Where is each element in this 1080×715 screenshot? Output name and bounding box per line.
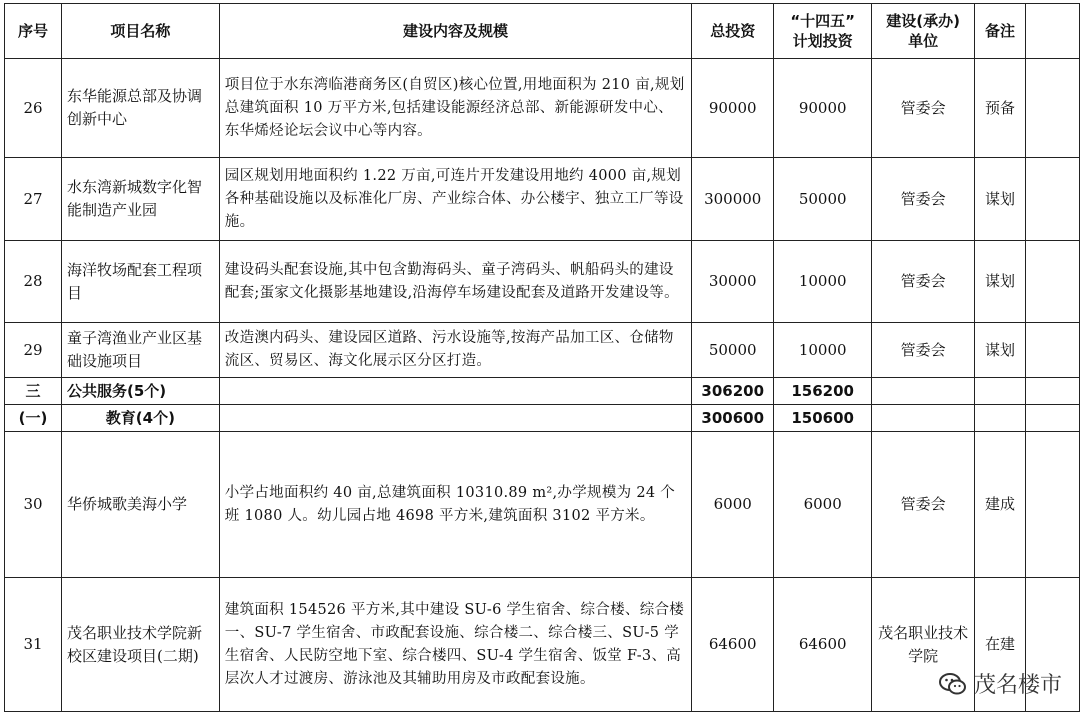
header-seq: 序号 bbox=[5, 4, 62, 59]
cell-extra bbox=[1026, 158, 1080, 241]
cell-extra bbox=[1026, 241, 1080, 323]
section-content bbox=[219, 378, 691, 405]
section-total: 306200 bbox=[692, 378, 774, 405]
cell-content: 项目位于水东湾临港商务区(自贸区)核心位置,用地面积为 210 亩,规划总建筑面积 10 万平方米,包括建设能源经济总部、新能源研发中心、东华烯烃论坛会议中心等内容。 bbox=[219, 59, 691, 158]
cell-plan: 6000 bbox=[774, 432, 872, 578]
cell-total: 6000 bbox=[692, 432, 774, 578]
cell-plan: 64600 bbox=[774, 578, 872, 712]
cell-name: 童子湾渔业产业区基础设施项目 bbox=[61, 323, 219, 378]
subsection-seq: (一) bbox=[5, 405, 62, 432]
cell-content: 小学占地面积约 40 亩,总建筑面积 10310.89 m²,办学规模为 24 个班 1080 人。幼儿园占地 4698 平方米,建筑面积 3102 平方米。 bbox=[219, 432, 691, 578]
cell-name: 茂名职业技术学院新校区建设项目(二期) bbox=[61, 578, 219, 712]
cell-seq: 31 bbox=[5, 578, 62, 712]
table-row bbox=[5, 578, 1080, 712]
cell-total: 30000 bbox=[692, 241, 774, 323]
subsection-extra bbox=[1026, 405, 1080, 432]
cell-content: 建筑面积 154526 平方米,其中建设 SU-6 学生宿舍、综合楼、综合楼一、SU-7 学生宿舍、市政配套设施、综合楼二、综合楼三、SU-5 学生宿舍、人民防空地下室、综合楼四、SU-4 学生宿舍、饭堂 F-3、高层次人才过渡房、游泳池及其辅助用房及市政配套设施。 bbox=[219, 578, 691, 712]
cell-content: 建设码头配套设施,其中包含勤海码头、童子湾码头、帆船码头的建设配套;蛋家文化摄影基地建设,沿海停车场建设配套及道路开发建设等。 bbox=[219, 241, 691, 323]
cell-total: 64600 bbox=[692, 578, 774, 712]
cell-plan: 10000 bbox=[774, 241, 872, 323]
cell-extra bbox=[1026, 432, 1080, 578]
cell-total: 300000 bbox=[692, 158, 774, 241]
cell-total: 90000 bbox=[692, 59, 774, 158]
header-content: 建设内容及规模 bbox=[219, 4, 691, 59]
cell-seq: 29 bbox=[5, 323, 62, 378]
cell-unit: 管委会 bbox=[872, 432, 975, 578]
subsection-remark bbox=[975, 405, 1026, 432]
header-row bbox=[5, 4, 1080, 59]
cell-name: 华侨城歌美海小学 bbox=[61, 432, 219, 578]
cell-remark: 在建 bbox=[975, 578, 1026, 712]
project-table bbox=[4, 3, 1080, 712]
cell-extra bbox=[1026, 323, 1080, 378]
watermark-text: 茂名楼市 bbox=[973, 673, 1062, 698]
table-row bbox=[5, 323, 1080, 378]
subsection-plan: 150600 bbox=[774, 405, 872, 432]
subsection-name: 教育(4个) bbox=[61, 405, 219, 432]
cell-name: 海洋牧场配套工程项目 bbox=[61, 241, 219, 323]
cell-name: 水东湾新城数字化智能制造产业园 bbox=[61, 158, 219, 241]
header-total: 总投资 bbox=[692, 4, 774, 59]
cell-unit: 管委会 bbox=[872, 158, 975, 241]
cell-remark: 预备 bbox=[975, 59, 1026, 158]
subsection-total: 300600 bbox=[692, 405, 774, 432]
section-remark bbox=[975, 378, 1026, 405]
cell-remark: 谋划 bbox=[975, 323, 1026, 378]
header-remark: 备注 bbox=[975, 4, 1026, 59]
wechat-icon bbox=[938, 669, 968, 699]
subsection-unit bbox=[872, 405, 975, 432]
cell-plan: 10000 bbox=[774, 323, 872, 378]
header-plan: “十四五” 计划投资 bbox=[774, 4, 872, 59]
subsection-row bbox=[5, 405, 1080, 432]
cell-remark: 谋划 bbox=[975, 241, 1026, 323]
table-row bbox=[5, 158, 1080, 241]
section-name: 公共服务(5个) bbox=[61, 378, 219, 405]
header-unit: 建设(承办) 单位 bbox=[872, 4, 975, 59]
section-unit bbox=[872, 378, 975, 405]
cell-unit: 管委会 bbox=[872, 323, 975, 378]
table-row bbox=[5, 432, 1080, 578]
cell-unit: 管委会 bbox=[872, 59, 975, 158]
cell-remark: 谋划 bbox=[975, 158, 1026, 241]
cell-seq: 30 bbox=[5, 432, 62, 578]
header-extra bbox=[1026, 4, 1080, 59]
cell-total: 50000 bbox=[692, 323, 774, 378]
cell-seq: 28 bbox=[5, 241, 62, 323]
cell-remark: 建成 bbox=[975, 432, 1026, 578]
cell-unit: 管委会 bbox=[872, 241, 975, 323]
section-row bbox=[5, 378, 1080, 405]
subsection-content bbox=[219, 405, 691, 432]
cell-name: 东华能源总部及协调创新中心 bbox=[61, 59, 219, 158]
cell-unit: 茂名职业技术学院 bbox=[872, 578, 975, 712]
table-row bbox=[5, 241, 1080, 323]
cell-extra bbox=[1026, 59, 1080, 158]
cell-seq: 26 bbox=[5, 59, 62, 158]
section-extra bbox=[1026, 378, 1080, 405]
cell-content: 改造澳内码头、建设园区道路、污水设施等,按海产品加工区、仓储物流区、贸易区、海文化展示区分区打造。 bbox=[219, 323, 691, 378]
section-plan: 156200 bbox=[774, 378, 872, 405]
cell-plan: 90000 bbox=[774, 59, 872, 158]
cell-seq: 27 bbox=[5, 158, 62, 241]
header-name: 项目名称 bbox=[61, 4, 219, 59]
section-seq: 三 bbox=[5, 378, 62, 405]
table-row bbox=[5, 59, 1080, 158]
watermark bbox=[938, 668, 1062, 699]
cell-plan: 50000 bbox=[774, 158, 872, 241]
cell-content: 园区规划用地面积约 1.22 万亩,可连片开发建设用地约 4000 亩,规划各种基础设施以及标准化厂房、产业综合体、办公楼宇、独立工厂等设施。 bbox=[219, 158, 691, 241]
